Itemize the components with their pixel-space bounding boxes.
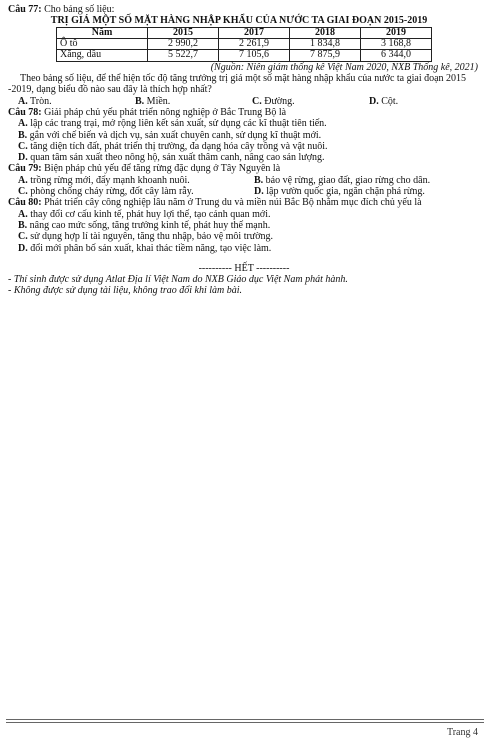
question-79-options-row-1 — [8, 175, 480, 186]
question-80-stem: Câu 80: Phát triển cây công nghiệp lâu năm ở Trung du và miền núi Bắc Bộ nhằm mục đích chủ yếu là — [8, 197, 422, 209]
question-77-options — [8, 96, 480, 107]
table-cell: 3 168,8 — [361, 39, 432, 50]
question-80 — [8, 197, 480, 253]
table-header-cell: 2018 — [290, 27, 361, 38]
option-c: C. Đường. — [252, 95, 295, 107]
question-77 — [8, 4, 480, 107]
option-d: D. lập vườn quốc gia, ngăn chặn phá rừng. — [254, 186, 425, 198]
exam-note: - Không được sử dụng tài liệu, không trao đổi khi làm bài. — [8, 285, 243, 297]
option-a: A. trồng rừng mới, đẩy mạnh khoanh nuôi. — [18, 174, 190, 186]
table-header-cell: 2017 — [219, 27, 290, 38]
option-a: A. thay đổi cơ cấu kinh tế, phát huy lợi thế, tạo cảnh quan mới. — [18, 208, 271, 220]
table-header-cell: Năm — [57, 27, 148, 38]
option-b: B. Miền. — [135, 95, 171, 107]
end-marker: ---------- HẾT ---------- — [198, 262, 290, 274]
question-intro: Cho bảng số liệu: — [41, 4, 115, 15]
question-79-options-row-2 — [8, 186, 480, 197]
option-c: C. sử dụng hợp lí tài nguyên, tăng thu nhập, bảo vệ môi trường. — [18, 231, 274, 243]
table-cell: 2 261,9 — [219, 39, 290, 50]
footer-divider — [6, 719, 484, 723]
page-content — [8, 4, 480, 297]
table-row — [57, 50, 432, 61]
option-d: D. quan tâm sản xuất theo nông hộ, sản xuất thâm canh, nâng cao sản lượng. — [18, 152, 325, 164]
table-cell: Ô tô — [57, 39, 148, 50]
option-c: C. tăng diện tích đất, phát triển thị trường, đa dạng hóa cây trồng và vật nuôi. — [18, 140, 328, 152]
option-d: D. đổi mới phân bố sản xuất, khai thác tiềm năng, tạo việc làm. — [18, 242, 272, 254]
question-78 — [8, 107, 480, 163]
option-b: B. bảo vệ rừng, giao đất, giao rừng cho dân. — [254, 174, 431, 186]
table-cell: 7 875,9 — [290, 50, 361, 61]
table-cell: 7 105,6 — [219, 50, 290, 61]
option-b: B. gắn với chế biến và dịch vụ, sản xuất chuyên canh, sử dụng kĩ thuật mới. — [18, 129, 322, 141]
table-cell: Xăng, dầu — [57, 50, 148, 61]
table-cell: 1 834,8 — [290, 39, 361, 50]
question-77-stem: Theo bảng số liệu, để thể hiện tốc độ tăng trưởng trị giá một số mặt hàng nhập khẩu của nước ta giai đoạn 2015 -2019, dạng biểu đồ nào sau đây là thích hợp nhất? — [8, 73, 467, 96]
page-number: Trang 4 — [446, 727, 478, 738]
data-table — [56, 27, 432, 62]
table-header-row — [57, 27, 432, 38]
table-cell: 2 990,2 — [148, 39, 219, 50]
option-d: D. Cột. — [369, 95, 399, 107]
table-cell: 6 344,0 — [361, 50, 432, 61]
option-b: B. nâng cao mức sống, tăng trưởng kinh tế, phát huy thế mạnh. — [18, 219, 271, 231]
exam-note: - Thí sinh được sử dụng Atlat Địa lí Việt Nam do NXB Giáo dục Việt Nam phát hành. — [8, 274, 348, 286]
table-header-cell: 2015 — [148, 27, 219, 38]
question-78-stem: Câu 78: Giải pháp chủ yếu phát triển nông nghiệp ở Bắc Trung Bộ là — [8, 107, 287, 118]
question-77-intro — [8, 4, 480, 15]
option-a: A. lập các trang trại, mở rộng liên kết sản xuất, sử dụng các kĩ thuật tiên tiến. — [18, 118, 327, 130]
table-row — [57, 39, 432, 50]
question-number: Câu 77: — [8, 4, 42, 15]
option-c: C. phòng chống cháy rừng, đốt cây làm rẫy. — [18, 186, 194, 198]
table-cell: 5 522,7 — [148, 50, 219, 61]
table-title: TRỊ GIÁ MỘT SỐ MẶT HÀNG NHẬP KHẨU CỦA NƯỚC TA GIAI ĐOẠN 2015-2019 — [50, 15, 428, 27]
table-header-cell: 2019 — [361, 27, 432, 38]
question-79-stem: Câu 79: Biện pháp chủ yếu để tăng rừng đặc dụng ở Tây Nguyên là — [8, 163, 281, 175]
question-79 — [8, 163, 480, 197]
option-a: A. Tròn. — [18, 95, 52, 107]
table-source: (Nguồn: Niên giám thống kê Việt Nam 2020, NXB Thống kê, 2021) — [210, 61, 478, 73]
